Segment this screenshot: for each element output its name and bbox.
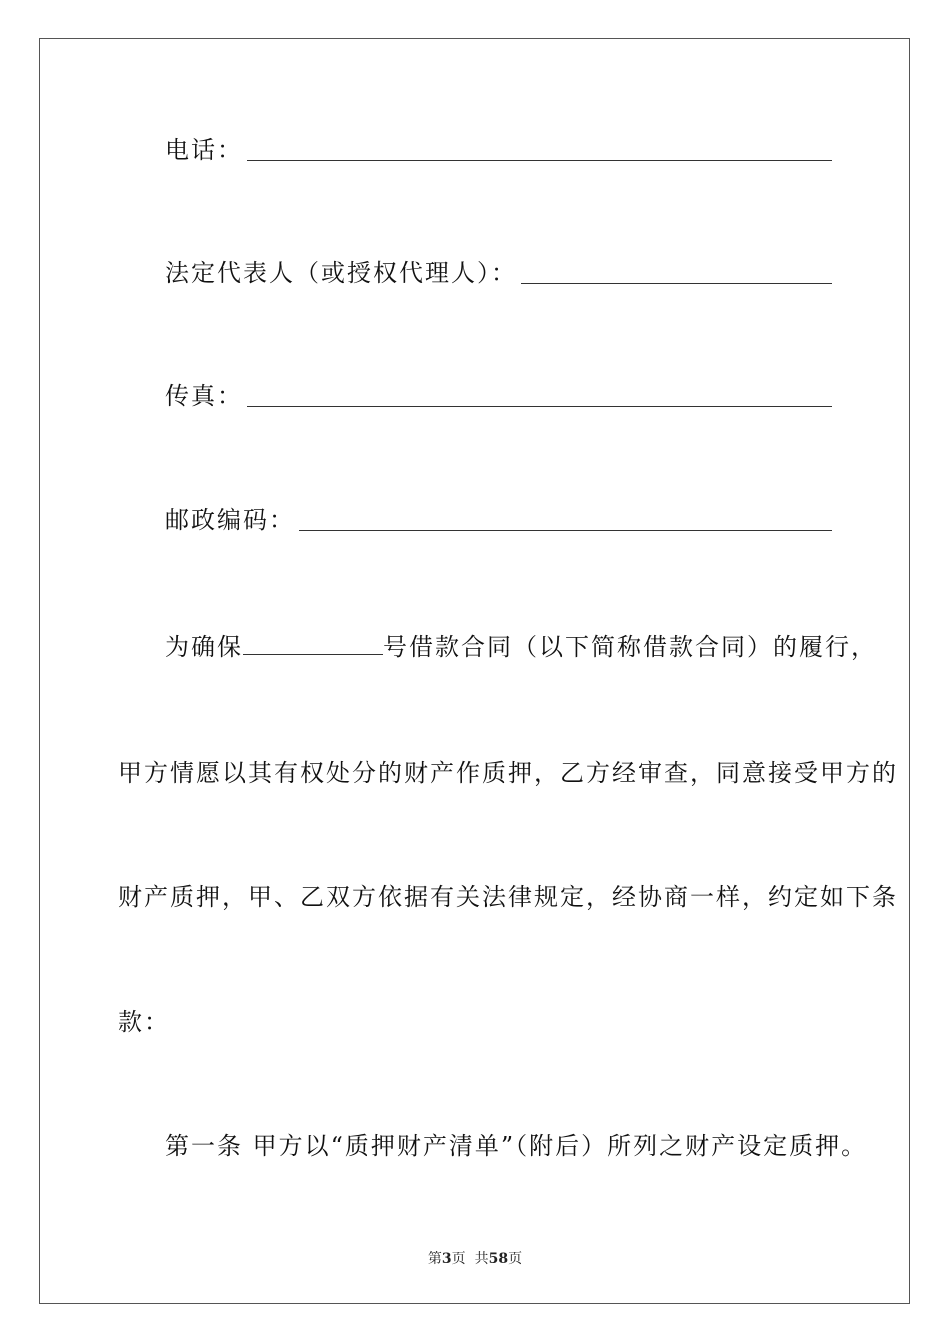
page-footer [0, 1248, 950, 1268]
postcode-label: 邮政编码： [165, 506, 295, 534]
postcode-blank[interactable] [299, 508, 832, 531]
phone-label: 电话： [165, 136, 243, 164]
paragraph-line-2: 甲方情愿以其有权处分的财产作质押，乙方经审查，同意接受甲方的 [118, 759, 898, 787]
footer-page-suffix: 页 [508, 1251, 523, 1267]
footer-page-mid: 页 共 [451, 1251, 489, 1267]
fax-blank[interactable] [247, 384, 832, 407]
footer-total-pages: 58 [488, 1251, 509, 1267]
fax-field-row [165, 381, 832, 411]
footer-page-prefix: 第 [427, 1251, 442, 1267]
footer-page-number: 3 [441, 1251, 452, 1267]
fax-label: 传真： [165, 382, 243, 410]
page-border [39, 38, 910, 1304]
legal-rep-label: 法定代表人（或授权代理人）： [165, 259, 517, 287]
legal-rep-blank[interactable] [521, 261, 832, 284]
paragraph-line-1-prefix: 为确保 [165, 633, 243, 661]
contract-number-blank[interactable] [243, 632, 383, 655]
paragraph-line-1-suffix: 号借款合同（以下简称借款合同）的履行， [383, 633, 877, 661]
paragraph-line-4: 款： [118, 1008, 170, 1036]
legal-rep-field-row [165, 258, 832, 288]
postcode-field-row [165, 505, 832, 535]
article-1: 第一条 甲方以“质押财产清单”（附后）所列之财产设定质押。 [165, 1132, 868, 1160]
phone-blank[interactable] [247, 138, 832, 161]
phone-field-row [165, 135, 832, 165]
paragraph-line-3: 财产质押，甲、乙双方依据有关法律规定，经协商一样，约定如下条 [118, 883, 898, 911]
paragraph-line-1 [165, 632, 877, 662]
